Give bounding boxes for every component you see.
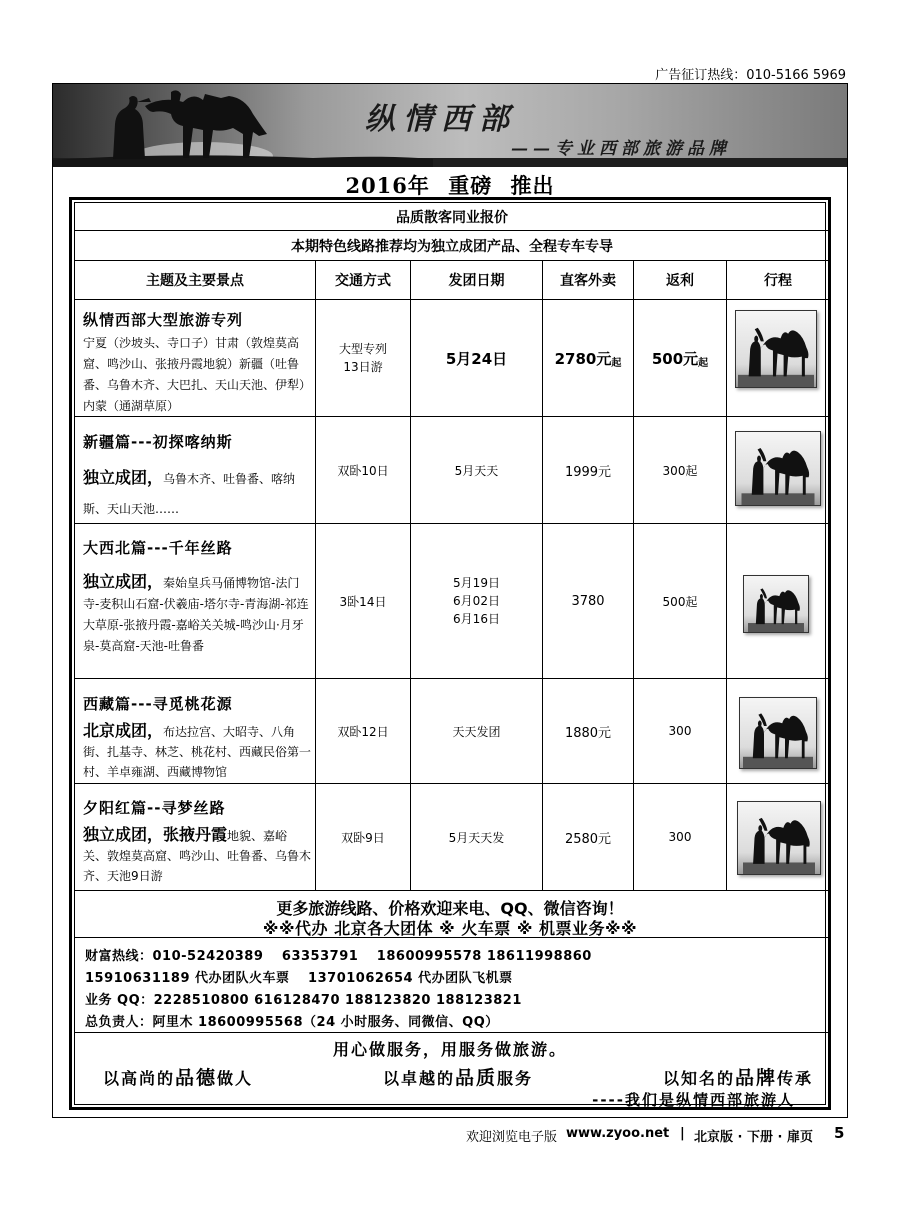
rebate: 300起 bbox=[662, 463, 698, 478]
slogan-brand: 以知名的品牌传承 bbox=[662, 1067, 813, 1089]
route-title: 纵情西部大型旅游专列 bbox=[83, 311, 244, 329]
route-stops: 布达拉宫、大昭寺、八角街、扎基寺、林芝、桃花村、西藏民俗第一村、羊卓雍湖、西藏博物馆 bbox=[83, 725, 312, 779]
slogan-line-1: 用心做服务，用服务做旅游。 bbox=[332, 1040, 567, 1059]
banner-slogan: ——专业西部旅游品牌 bbox=[511, 139, 731, 159]
footer-separator: | bbox=[680, 1126, 685, 1141]
retail-price: 2580元 bbox=[564, 831, 612, 847]
transport: 3卧14日 bbox=[339, 594, 387, 609]
divider bbox=[75, 1032, 829, 1033]
camel-silhouette-icon[interactable] bbox=[737, 801, 821, 875]
transport: 双卧12日 bbox=[337, 724, 389, 739]
slogan-signature: ----我们是纵情西部旅游人 bbox=[592, 1091, 795, 1109]
retail-price: 1880元 bbox=[564, 725, 612, 741]
departure-date: 5月24日 bbox=[445, 349, 508, 368]
transport: 双卧9日 bbox=[341, 830, 385, 845]
transport: 大型专列 13日游 bbox=[338, 342, 387, 374]
route-description: 宁夏（沙坡头、寺口子）甘肃（敦煌莫高窟、鸣沙山、张掖丹霞地貌）新疆（吐鲁番、乌鲁木齐、大巴扎、天山天池、伊犁）内蒙（通湖草原） bbox=[83, 336, 312, 413]
camel-silhouette-icon[interactable] bbox=[735, 431, 821, 506]
slogan-virtue: 以高尚的品德做人 bbox=[103, 1067, 254, 1089]
footer-url[interactable]: www.zyoo.net bbox=[566, 1126, 670, 1141]
camel-silhouette-icon[interactable] bbox=[735, 310, 817, 388]
route-stops: 地貌、嘉峪关、敦煌莫高窟、鸣沙山、吐鲁番、乌鲁木齐、天池9日游 bbox=[83, 829, 312, 883]
footer-edition: 北京版 · 下册 · 扉页 bbox=[694, 1130, 813, 1145]
divider bbox=[75, 890, 829, 891]
general-manager: 总负责人：阿里木 18600995568（24 小时服务、同微信、QQ） bbox=[85, 1015, 499, 1030]
header-itinerary: 行程 bbox=[764, 273, 792, 289]
route-lead: 北京成团， bbox=[83, 721, 164, 740]
rebate bbox=[634, 300, 726, 416]
business-qq: 业务 QQ：2228510800 616128470 188123820 188123821 bbox=[85, 993, 522, 1008]
route-description bbox=[83, 825, 311, 886]
price-table bbox=[69, 197, 831, 1110]
route-title: 大西北篇---千年丝路 bbox=[83, 539, 233, 557]
divider bbox=[726, 261, 727, 890]
footer-prefix: 欢迎浏览电子版 bbox=[466, 1130, 558, 1145]
header-departure-date: 发团日期 bbox=[448, 273, 505, 289]
rebate-value: 500元 bbox=[651, 349, 699, 368]
advertising-hotline: 广告征订热线：010-5166 5969 bbox=[655, 68, 846, 83]
slogan-quality: 以卓越的品质服务 bbox=[382, 1067, 534, 1089]
price-table-inner bbox=[74, 202, 826, 1109]
route-description bbox=[83, 721, 311, 782]
price-value: 2780元 bbox=[554, 349, 612, 368]
ticket-agency-phones: 15910631189 代办团队火车票 13701062654 代办团队飞机票 bbox=[85, 971, 513, 986]
retail-price bbox=[543, 300, 633, 416]
rebate: 300 bbox=[668, 830, 692, 844]
header-theme: 主题及主要景点 bbox=[146, 273, 244, 289]
route-description bbox=[83, 571, 311, 657]
camel-silhouette-icon[interactable] bbox=[739, 697, 817, 769]
route-lead: 独立成团， bbox=[83, 572, 164, 591]
route-lead: 独立成团， bbox=[83, 468, 164, 487]
page-number: 5 bbox=[834, 1124, 845, 1142]
departure-date: 天天发团 bbox=[452, 724, 501, 739]
route-title: 夕阳红篇--寻梦丝路 bbox=[83, 799, 226, 817]
transport: 双卧10日 bbox=[337, 463, 389, 478]
wealth-hotline: 财富热线：010-52420389 63353791 18600995578 18611998860 bbox=[85, 949, 592, 964]
route-stops: 乌鲁木齐、吐鲁番、喀纳斯、天山天池…… bbox=[83, 472, 296, 516]
header-retail-price: 直客外卖 bbox=[560, 273, 616, 289]
banner-title: 纵情西部 bbox=[365, 102, 517, 137]
route-stops: 秦始皇兵马俑博物馆-法门寺-麦积山石窟-伏羲庙-塔尔寺-青海湖-祁连大草原-张掖丹霞-嘉峪关关城-鸣沙山·月牙泉-莫高窟-天池-吐鲁番 bbox=[83, 576, 309, 653]
retail-price: 3780 bbox=[571, 593, 605, 609]
header-rebate: 返利 bbox=[666, 273, 694, 289]
slogan-line-2 bbox=[103, 1063, 813, 1090]
table-title: 品质散客同业报价 bbox=[396, 209, 508, 226]
camel-silhouette-icon[interactable] bbox=[743, 575, 809, 633]
departure-date: 5月天天发 bbox=[448, 830, 505, 845]
rebate: 500起 bbox=[662, 594, 698, 609]
rebate: 300 bbox=[668, 724, 692, 738]
route-title: 西藏篇---寻觅桃花源 bbox=[83, 695, 233, 713]
headline: 2016年 重磅 推出 bbox=[345, 173, 555, 198]
route-description bbox=[83, 463, 311, 524]
table-subtitle: 本期特色线路推荐均为独立成团产品、全程专车专导 bbox=[291, 238, 613, 255]
route-lead: 独立成团，张掖丹霞 bbox=[83, 825, 228, 844]
agency-services: ※※代办 北京各大团体 ※ 火车票 ※ 机票业务※※ bbox=[262, 919, 638, 938]
rebate-suffix: 起 bbox=[698, 357, 709, 369]
departure-date: 5月天天 bbox=[454, 463, 499, 478]
banner bbox=[53, 84, 847, 167]
header-transport: 交通方式 bbox=[335, 273, 391, 289]
price-suffix: 起 bbox=[611, 357, 622, 369]
more-info: 更多旅游线路、价格欢迎来电、QQ、微信咨询！ bbox=[276, 899, 624, 918]
departure-date: 5月19日 6月02日 6月16日 bbox=[453, 576, 500, 626]
route-title: 新疆篇---初探喀纳斯 bbox=[83, 433, 233, 451]
retail-price: 1999元 bbox=[564, 464, 612, 480]
